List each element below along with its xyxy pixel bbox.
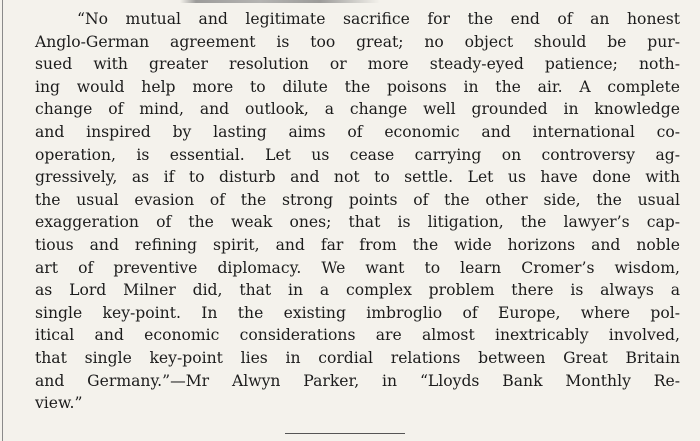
text-line: sued with greater resolution or more steady-eyed patience; noth- [35, 55, 680, 74]
text-line: ing would help more to dilute the poisons in the air. A complete [35, 77, 680, 96]
text-line: gressively, as if to disturb and not to settle. Let us have done with [35, 168, 680, 187]
text-line: and inspired by lasting aims of economic and international co- [35, 122, 680, 141]
top-rule-fragment [180, 0, 380, 3]
text-line-final: view.” [35, 394, 83, 413]
text-line: art of preventive diplomacy. We want to learn Cromer’s wisdom, [35, 258, 680, 277]
column-rule [2, 0, 3, 441]
text-line: as Lord Milner did, that in a complex problem there is always a [35, 281, 680, 300]
quotation-paragraph [35, 8, 680, 415]
text-line: operation, is essential. Let us cease carrying on controversy ag- [35, 145, 680, 164]
text-line: itical and economic considerations are almost inextricably involved, [35, 326, 680, 345]
text-line: exaggeration of the weak ones; that is litigation, the lawyer’s cap- [35, 213, 680, 232]
text-line: “No mutual and legitimate sacrifice for the end of an honest [77, 10, 680, 28]
text-line: the usual evasion of the strong points of the other side, the usual [35, 190, 680, 209]
text-line: Anglo-German agreement is too great; no object should be pur- [35, 32, 680, 51]
section-divider [285, 433, 405, 434]
text-line: tious and refining spirit, and far from the wide horizons and noble [35, 235, 680, 254]
text-line: change of mind, and outlook, a change well grounded in knowledge [35, 100, 680, 119]
text-line: and Germany.”—Mr Alwyn Parker, in “Lloyds Bank Monthly Re- [35, 371, 680, 390]
text-line: single key-point. In the existing imbroglio of Europe, where pol- [35, 303, 680, 322]
text-line: that single key-point lies in cordial relations between Great Britain [35, 348, 680, 367]
